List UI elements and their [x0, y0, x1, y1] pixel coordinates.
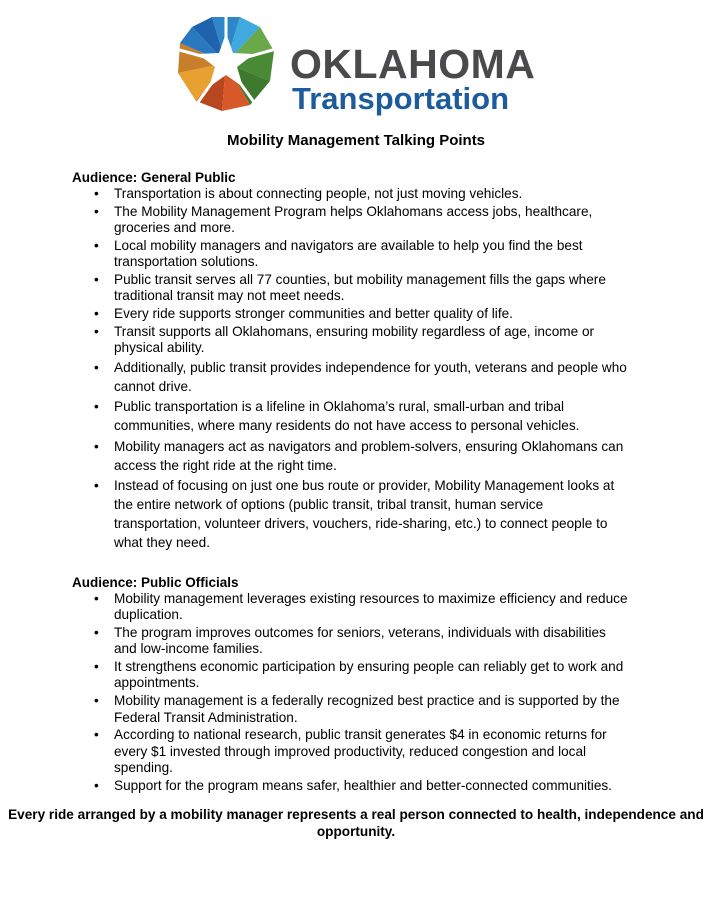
bullet-icon: • [94, 271, 99, 287]
bullet-icon: • [94, 693, 99, 709]
list-item-text: Every ride supports stronger communities and better quality of life. [114, 306, 513, 322]
bullet-icon: • [94, 727, 99, 743]
closing-statement [0, 807, 712, 840]
page-title: Mobility Management Talking Points [226, 132, 486, 149]
list-item-text: Local mobility managers and navigators are available to help you find the best transportation solutions. [114, 237, 583, 270]
bullet-list [72, 186, 642, 552]
bullet-icon: • [94, 359, 99, 375]
list-item-text: According to national research, public transit generates $4 in economic returns for every $1 invested through improved productivity, reduced congestion and local spending. [114, 727, 607, 775]
bullet-icon: • [94, 591, 99, 606]
list-item [94, 306, 630, 322]
list-item-text: Transit supports all Oklahomans, ensuring mobility regardless of age, income or physical ability. [114, 323, 595, 356]
list-item-text: The Mobility Management Program helps Oklahomans access jobs, healthcare, groceries and more. [114, 203, 593, 236]
star-logo-icon [174, 12, 278, 114]
bullet-icon: • [94, 777, 99, 793]
list-item [94, 186, 630, 202]
list-item [94, 591, 630, 624]
list-item-text: It strengthens economic participation by ensuring people can reliably get to work and appointments. [114, 659, 624, 691]
list-item-text: Transportation is about connecting people, not just moving vehicles. [114, 186, 523, 201]
closing-text: Every ride arranged by a mobility manager represents a real person connected to health, independence and opportunity. [8, 807, 704, 839]
list-item [94, 437, 630, 475]
list-item [94, 659, 630, 692]
bullet-icon: • [94, 323, 99, 339]
list-item-text: Public transit serves all 77 counties, but mobility management fills the gaps where traditional transit may not meet needs. [114, 271, 606, 304]
list-item-text: The program improves outcomes for seniors, veterans, individuals with disabilities and low-income families. [114, 625, 606, 657]
list-item-text: Additionally, public transit provides independence for youth, veterans and people who cannot drive. [114, 359, 627, 394]
section-heading: Audience: Public Officials [72, 575, 239, 590]
oklahoma-transportation-logo [174, 12, 534, 114]
section-heading: Audience: General Public [72, 170, 236, 185]
list-item-text: Mobility managers act as navigators and problem-solvers, ensuring Oklahomans can access the right ride at the right time. [114, 438, 624, 473]
bullet-icon: • [94, 399, 99, 415]
list-item-text: Mobility management leverages existing resources to maximize efficiency and reduce duplication. [114, 591, 628, 623]
list-item [94, 727, 630, 776]
list-item-text: Mobility management is a federally recognized best practice and is supported by the Federal Transit Administration. [114, 693, 620, 725]
list-item [94, 625, 630, 658]
list-item [94, 358, 630, 396]
bullet-icon: • [94, 625, 99, 641]
list-item-text: Support for the program means safer, healthier and better-connected communities. [114, 777, 612, 793]
bullet-icon: • [94, 659, 99, 675]
list-item [94, 476, 630, 552]
list-item [94, 203, 630, 237]
bullet-icon: • [94, 306, 99, 322]
list-item-text: Instead of focusing on just one bus route or provider, Mobility Management looks at the entire network of options (public transit, tribal transit, human service transportation, volunteer drivers, vouchers, ride-sharing, etc.) to connect people to what they need. [114, 478, 615, 551]
bullet-list [72, 591, 642, 794]
list-item [94, 323, 630, 357]
bullet-icon: • [94, 203, 99, 219]
logo-wordmark-oklahoma: OKLAHOMA [290, 41, 536, 87]
list-item [94, 237, 630, 271]
list-item [94, 271, 630, 305]
list-item [94, 777, 630, 794]
section-public-officials [72, 575, 642, 796]
logo-wordmark-transportation: Transportation [292, 81, 510, 116]
bullet-icon: • [94, 478, 99, 494]
list-item [94, 693, 630, 726]
bullet-icon: • [94, 186, 99, 201]
section-general-public [72, 170, 642, 554]
list-item [94, 397, 630, 435]
bullet-icon: • [94, 438, 99, 454]
bullet-icon: • [94, 237, 99, 253]
list-item-text: Public transportation is a lifeline in Oklahoma’s rural, small-urban and tribal communities, where many residents do not have access to personal vehicles. [114, 399, 580, 434]
